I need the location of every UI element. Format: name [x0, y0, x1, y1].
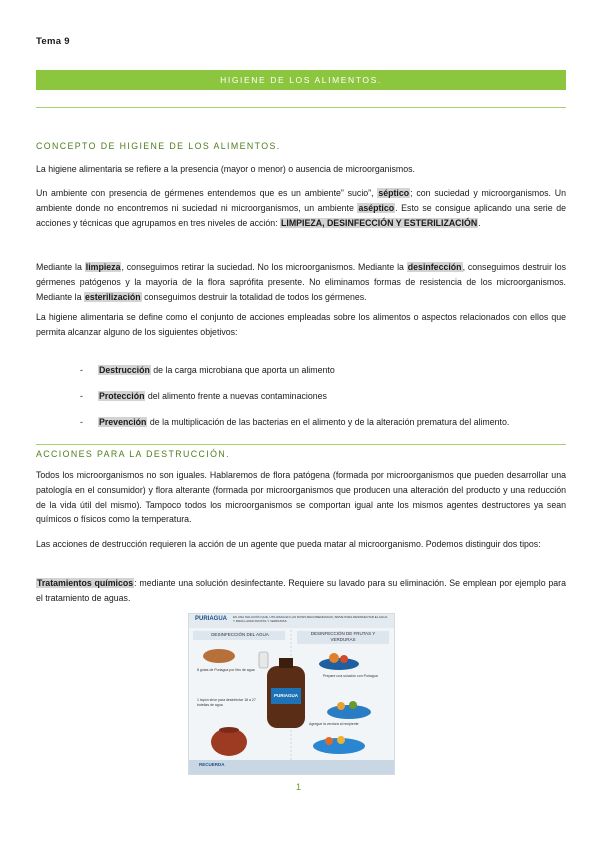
text: de la carga microbiana que aporta un alimento	[150, 365, 335, 375]
infographic-step: Prepare una solución con Puriagua	[323, 674, 378, 678]
paragraph: Las acciones de destrucción requieren la acción de un agente que pueda matar al microorganismo. Podemos distinguir dos tipos:	[36, 539, 541, 549]
infographic-footer: RECUERDA	[199, 762, 225, 767]
text: , conseguimos retirar la suciedad. No los microorganismos. Mediante la	[121, 262, 407, 272]
paragraph	[36, 576, 566, 606]
section-heading-concept: CONCEPTO DE HIGIENE DE LOS ALIMENTOS.	[36, 141, 281, 151]
term-esterilizacion: esterilización	[84, 291, 141, 302]
text: del alimento frente a nuevas contaminaciones	[145, 391, 327, 401]
term-proteccion: Protección	[99, 391, 145, 401]
infographic-step: Agregue la verdura al recipiente	[309, 722, 359, 726]
bullet-dash: -	[80, 365, 83, 375]
text: , conseguimos destruir los gérmenes patógenos y la mayoría de la flora saprófita presente. No eliminamos formas de resistencia de los microorganismos. Mediante la	[36, 262, 566, 302]
text: .	[478, 217, 481, 228]
bullet-dash: -	[80, 391, 83, 401]
infographic-right-title: DESINFECCIÓN DE FRUTAS Y VERDURAS	[310, 631, 376, 642]
divider	[36, 107, 566, 108]
term-levels: LIMPIEZA, DESINFECCIÓN Y ESTERILIZACIÓN	[281, 217, 478, 228]
paragraph: Todos los microorganismos no son iguales. Hablaremos de flora patógena (formada por microorganismos que pueden desarrollar una patología en el consumidor) y flora alterante (formada por microorganismos que producen una alteración del producto y una reducción de la vida útil del mismo). Tampoco todos los microorganismos se comportan igual ante los mismos agentes destructores ya sean químicos o físicos como la temperatura.	[36, 470, 566, 525]
term-limpieza: limpieza	[85, 262, 121, 272]
text: de la multiplicación de las bacterias en el alimento y de la alteración prematura del alimento.	[147, 417, 510, 427]
section-heading-destruction: ACCIONES PARA LA DESTRUCCIÓN.	[36, 449, 230, 459]
document-title-bar	[36, 70, 566, 90]
term-destruccion: Destrucción	[99, 365, 150, 375]
infographic-step: 1 tapón sirve para desinfectar 18 a 27 botellas de agua	[197, 698, 256, 707]
infographic-bottle-label: PURIAGUA	[273, 693, 298, 698]
paragraph	[36, 260, 566, 304]
text: . Esto se consigue aplicando una serie de acciones y técnicas que agrupamos en tres niveles de acción:	[36, 202, 566, 228]
paragraph	[36, 186, 566, 230]
paragraph: La higiene alimentaria se refiere a la presencia (mayor o menor) o ausencia de microorganismos.	[36, 164, 415, 174]
document-title: HIGIENE DE LOS ALIMENTOS.	[220, 75, 382, 85]
paragraph: La higiene alimentaria se define como el conjunto de acciones empleadas sobre los alimentos o aspectos relacionados con ellos que permita alcanzar alguno de los siguientes objetivos:	[36, 312, 566, 337]
infographic-brand: PURIAGUA	[195, 616, 228, 622]
divider	[36, 444, 566, 445]
term-septico: séptico	[378, 188, 410, 198]
text: Mediante la	[36, 262, 85, 272]
term-tratamientos-quimicos: Tratamientos químicos	[37, 578, 134, 588]
bullet-dash: -	[80, 417, 83, 427]
infographic-left-title: DESINFECCIÓN DEL AGUA	[211, 632, 269, 637]
text: Un ambiente con presencia de gérmenes entendemos que es un ambiente” sucio”,	[36, 188, 378, 198]
text: : mediante una solución desinfectante. Requiere su lavado para su eliminación. Se emplean por ejemplo para el tratamiento de aguas.	[36, 578, 567, 603]
puriagua-infographic	[188, 613, 395, 775]
text: conseguimos destruir la totalidad de todos los gérmenes.	[141, 291, 367, 302]
infographic-tagline: ES UNA SOLUCIÓN QUE, UTILIZADA EN LAS DOSIS RECOMENDADAS, SIRVE PARA DESINFECTAR EL AGUA Y PARA LAVAR FRUTAS Y VERDURAS	[233, 615, 388, 623]
infographic-step: 8 gotas de Puriagua por litro de agua	[197, 668, 255, 672]
term-prevencion: Prevención	[99, 417, 147, 427]
term-aseptico: aséptico	[358, 202, 395, 213]
topic-label: Tema 9	[36, 36, 70, 47]
term-desinfeccion: desinfección	[407, 262, 462, 272]
page-number: 1	[296, 782, 302, 792]
text: ; con suciedad y microorganismos. Un ambiente donde no encontremos ni suciedad ni microorganismos, un ambiente	[36, 188, 566, 213]
